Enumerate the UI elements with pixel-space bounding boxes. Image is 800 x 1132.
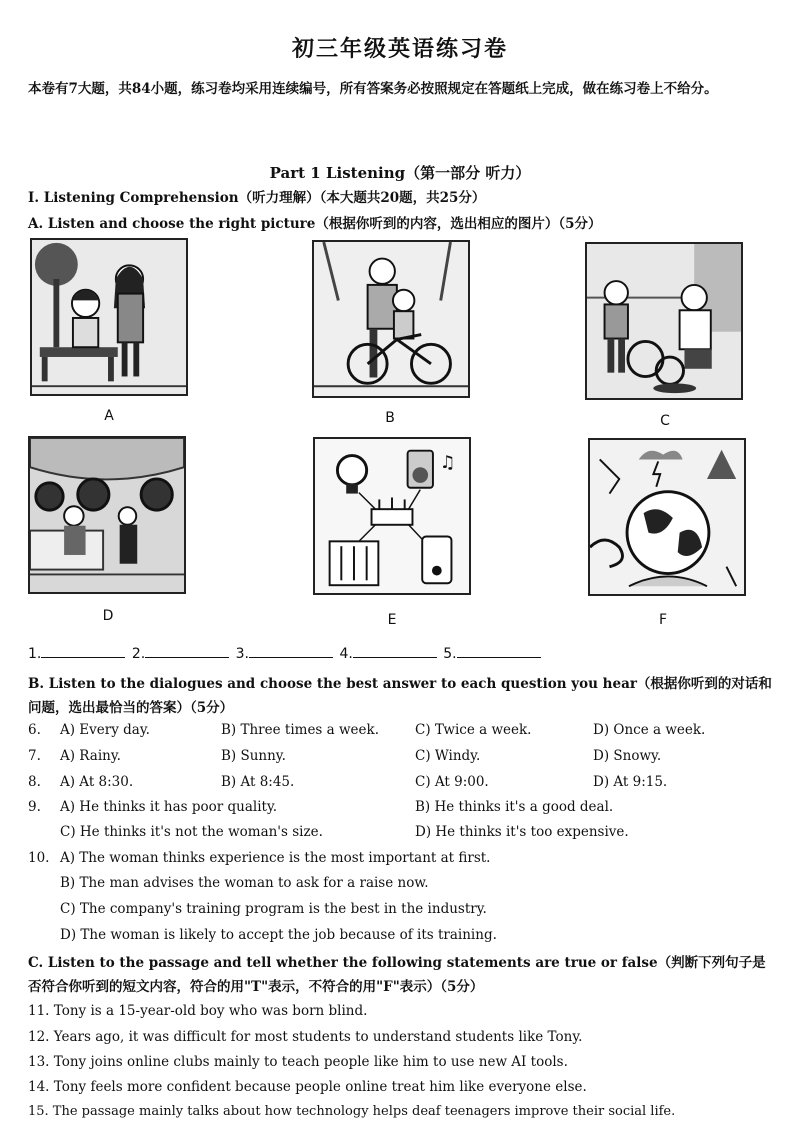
option-10b[interactable]: B) The man advises the woman to ask for a raise now. — [60, 875, 429, 891]
father-teaching-bike-icon — [312, 240, 470, 398]
option-7d[interactable]: D) Snowy. — [593, 748, 662, 764]
picture-label-d: D — [102, 608, 114, 624]
blank-2[interactable]: 2. — [132, 645, 229, 662]
section-a-heading: A. Listen and choose the right picture（根据你听到的内容，选出相应的图片）（5分） — [28, 216, 602, 232]
blank-5[interactable]: 5. — [443, 645, 540, 662]
statement-15: 15. The passage mainly talks about how technology helps deaf teenagers improve their social life. — [28, 1104, 676, 1119]
picture-label-e: E — [387, 612, 397, 628]
option-8a[interactable]: A) At 8:30. — [60, 774, 134, 790]
picture-label-c: C — [660, 413, 670, 429]
option-8b[interactable]: B) At 8:45. — [221, 774, 295, 790]
exam-page: 初三年级英语练习卷 本卷有7大题，共84小题，练习卷均采用连续编号，所有答案务必按照规定在答题纸上完成，做在练习卷上不给分。 Part 1 Listening（第一部分 听力） I. Listening Comprehension（听力理解）（本大题共20题，共25分） A. Listen and choose the right picture（根据你听到的内容，选出相应的图片）（5分） A B C D ♫ E F 1. 2. 3. 4. 5. B. Listen to the dialogues and choose the best answer to each question you hear（根据你听到的对话和问题，选出最恰当的答案）（5分） 6. A) Every day. B) Three times a week. C) Twice a week. D) Once a week. 7. A) Rainy. B) Sunny. C) Windy. D) Snowy. 8. A) At 8:30. B) At 8:45. C) At 9:00. D) At 9:15. 9. A) He thinks it has poor quality. B) He thinks it's a good deal. C) He thinks it's not the woman's size. D) He thinks it's too expensive. 10. A) The woman thinks experience is the most important at first. B) The man advises the woman to ask for a raise now. C) The company's training program is the best in the industry. D) The woman is likely to accept the job because of its training. C. Listen to the passage and tell whether the following statements are true or false（判断下列句子是否符合你听到的短文内容，符合的用"T"表示，不符合的用"F"表示）（5分） 11. Tony is a 15-year-old boy who was born blind. 12. Years ago, it was difficult for most students to understand students like Tony. 13. Tony joins online clubs mainly to teach people like him to use new AI tools. 14. Tony feels more confident because people online treat him like everyone else. 15. The passage mainly talks about how technology helps deaf teenagers improve their social life. — [0, 0, 800, 1132]
man-fixing-bike-icon — [585, 242, 743, 400]
girls-on-bench-icon — [30, 238, 188, 396]
section-i-heading: I. Listening Comprehension（听力理解）（本大题共20题，共25分） — [28, 190, 486, 206]
exam-instructions: 本卷有7大题，共84小题，练习卷均采用连续编号，所有答案务必按照规定在答题纸上完成，做在练习卷上不给分。 — [28, 81, 718, 97]
option-9d[interactable]: D) He thinks it's too expensive. — [415, 824, 629, 840]
option-7c[interactable]: C) Windy. — [415, 748, 481, 764]
statement-11: 11. Tony is a 15-year-old boy who was born blind. — [28, 1003, 368, 1019]
option-9c[interactable]: C) He thinks it's not the woman's size. — [60, 824, 323, 840]
option-10a[interactable]: A) The woman thinks experience is the most important at first. — [60, 850, 491, 866]
page-title: 初三年级英语练习卷 — [291, 36, 508, 62]
answer-blanks-row — [28, 645, 543, 662]
question-10: 10. A) The woman thinks experience is the most important at first. B) The man advises the woman to ask for a raise now. C) The company's training program is the best in the industry. D) The woman is likely to accept the job because of its training. — [28, 850, 497, 943]
option-7a[interactable]: A) Rainy. — [60, 748, 121, 764]
part1-title: Part 1 Listening（第一部分 听力） — [269, 164, 531, 182]
option-6a[interactable]: A) Every day. — [60, 722, 150, 738]
section-c-heading: C. Listen to the passage and tell whether the following statements are true or false（判断下列句子是否符合你听到的短文内容，符合的用"T"表示，不符合的用"F"表示）（5分） — [28, 955, 766, 995]
space-hotel-icon — [28, 436, 186, 594]
statement-12: 12. Years ago, it was difficult for most students to understand students like Tony. — [28, 1029, 583, 1045]
statement-13: 13. Tony joins online clubs mainly to teach people like him to use new AI tools. — [28, 1054, 568, 1070]
svg-text:♫: ♫ — [439, 453, 456, 474]
picture-label-a: A — [104, 408, 114, 424]
option-10c[interactable]: C) The company's training program is the best in the industry. — [60, 901, 487, 917]
smart-home-icon — [313, 437, 471, 595]
blank-1[interactable]: 1. — [28, 645, 125, 662]
section-b-heading: B. Listen to the dialogues and choose the best answer to each question you hear（根据你听到的对话和问题，选出最恰当的答案）（5分） — [28, 676, 772, 716]
option-10d[interactable]: D) The woman is likely to accept the job because of its training. — [60, 927, 497, 943]
blank-3[interactable]: 3. — [236, 645, 333, 662]
question-9: 9. A) He thinks it has poor quality. B) He thinks it's a good deal. C) He thinks it's not the woman's size. D) He thinks it's too expensive. — [28, 799, 629, 840]
option-6d[interactable]: D) Once a week. — [593, 722, 706, 738]
picture-label-b: B — [385, 410, 395, 426]
option-9b[interactable]: B) He thinks it's a good deal. — [415, 799, 614, 815]
option-6c[interactable]: C) Twice a week. — [415, 722, 532, 738]
option-8d[interactable]: D) At 9:15. — [593, 774, 668, 790]
option-8c[interactable]: C) At 9:00. — [415, 774, 489, 790]
blank-4[interactable]: 4. — [339, 645, 436, 662]
option-6b[interactable]: B) Three times a week. — [221, 722, 379, 738]
statement-14: 14. Tony feels more confident because people online treat him like everyone else. — [28, 1079, 587, 1095]
option-9a[interactable]: A) He thinks it has poor quality. — [60, 799, 278, 815]
earth-disaster-icon — [588, 438, 746, 596]
option-7b[interactable]: B) Sunny. — [221, 748, 286, 764]
picture-label-f: F — [658, 612, 668, 628]
